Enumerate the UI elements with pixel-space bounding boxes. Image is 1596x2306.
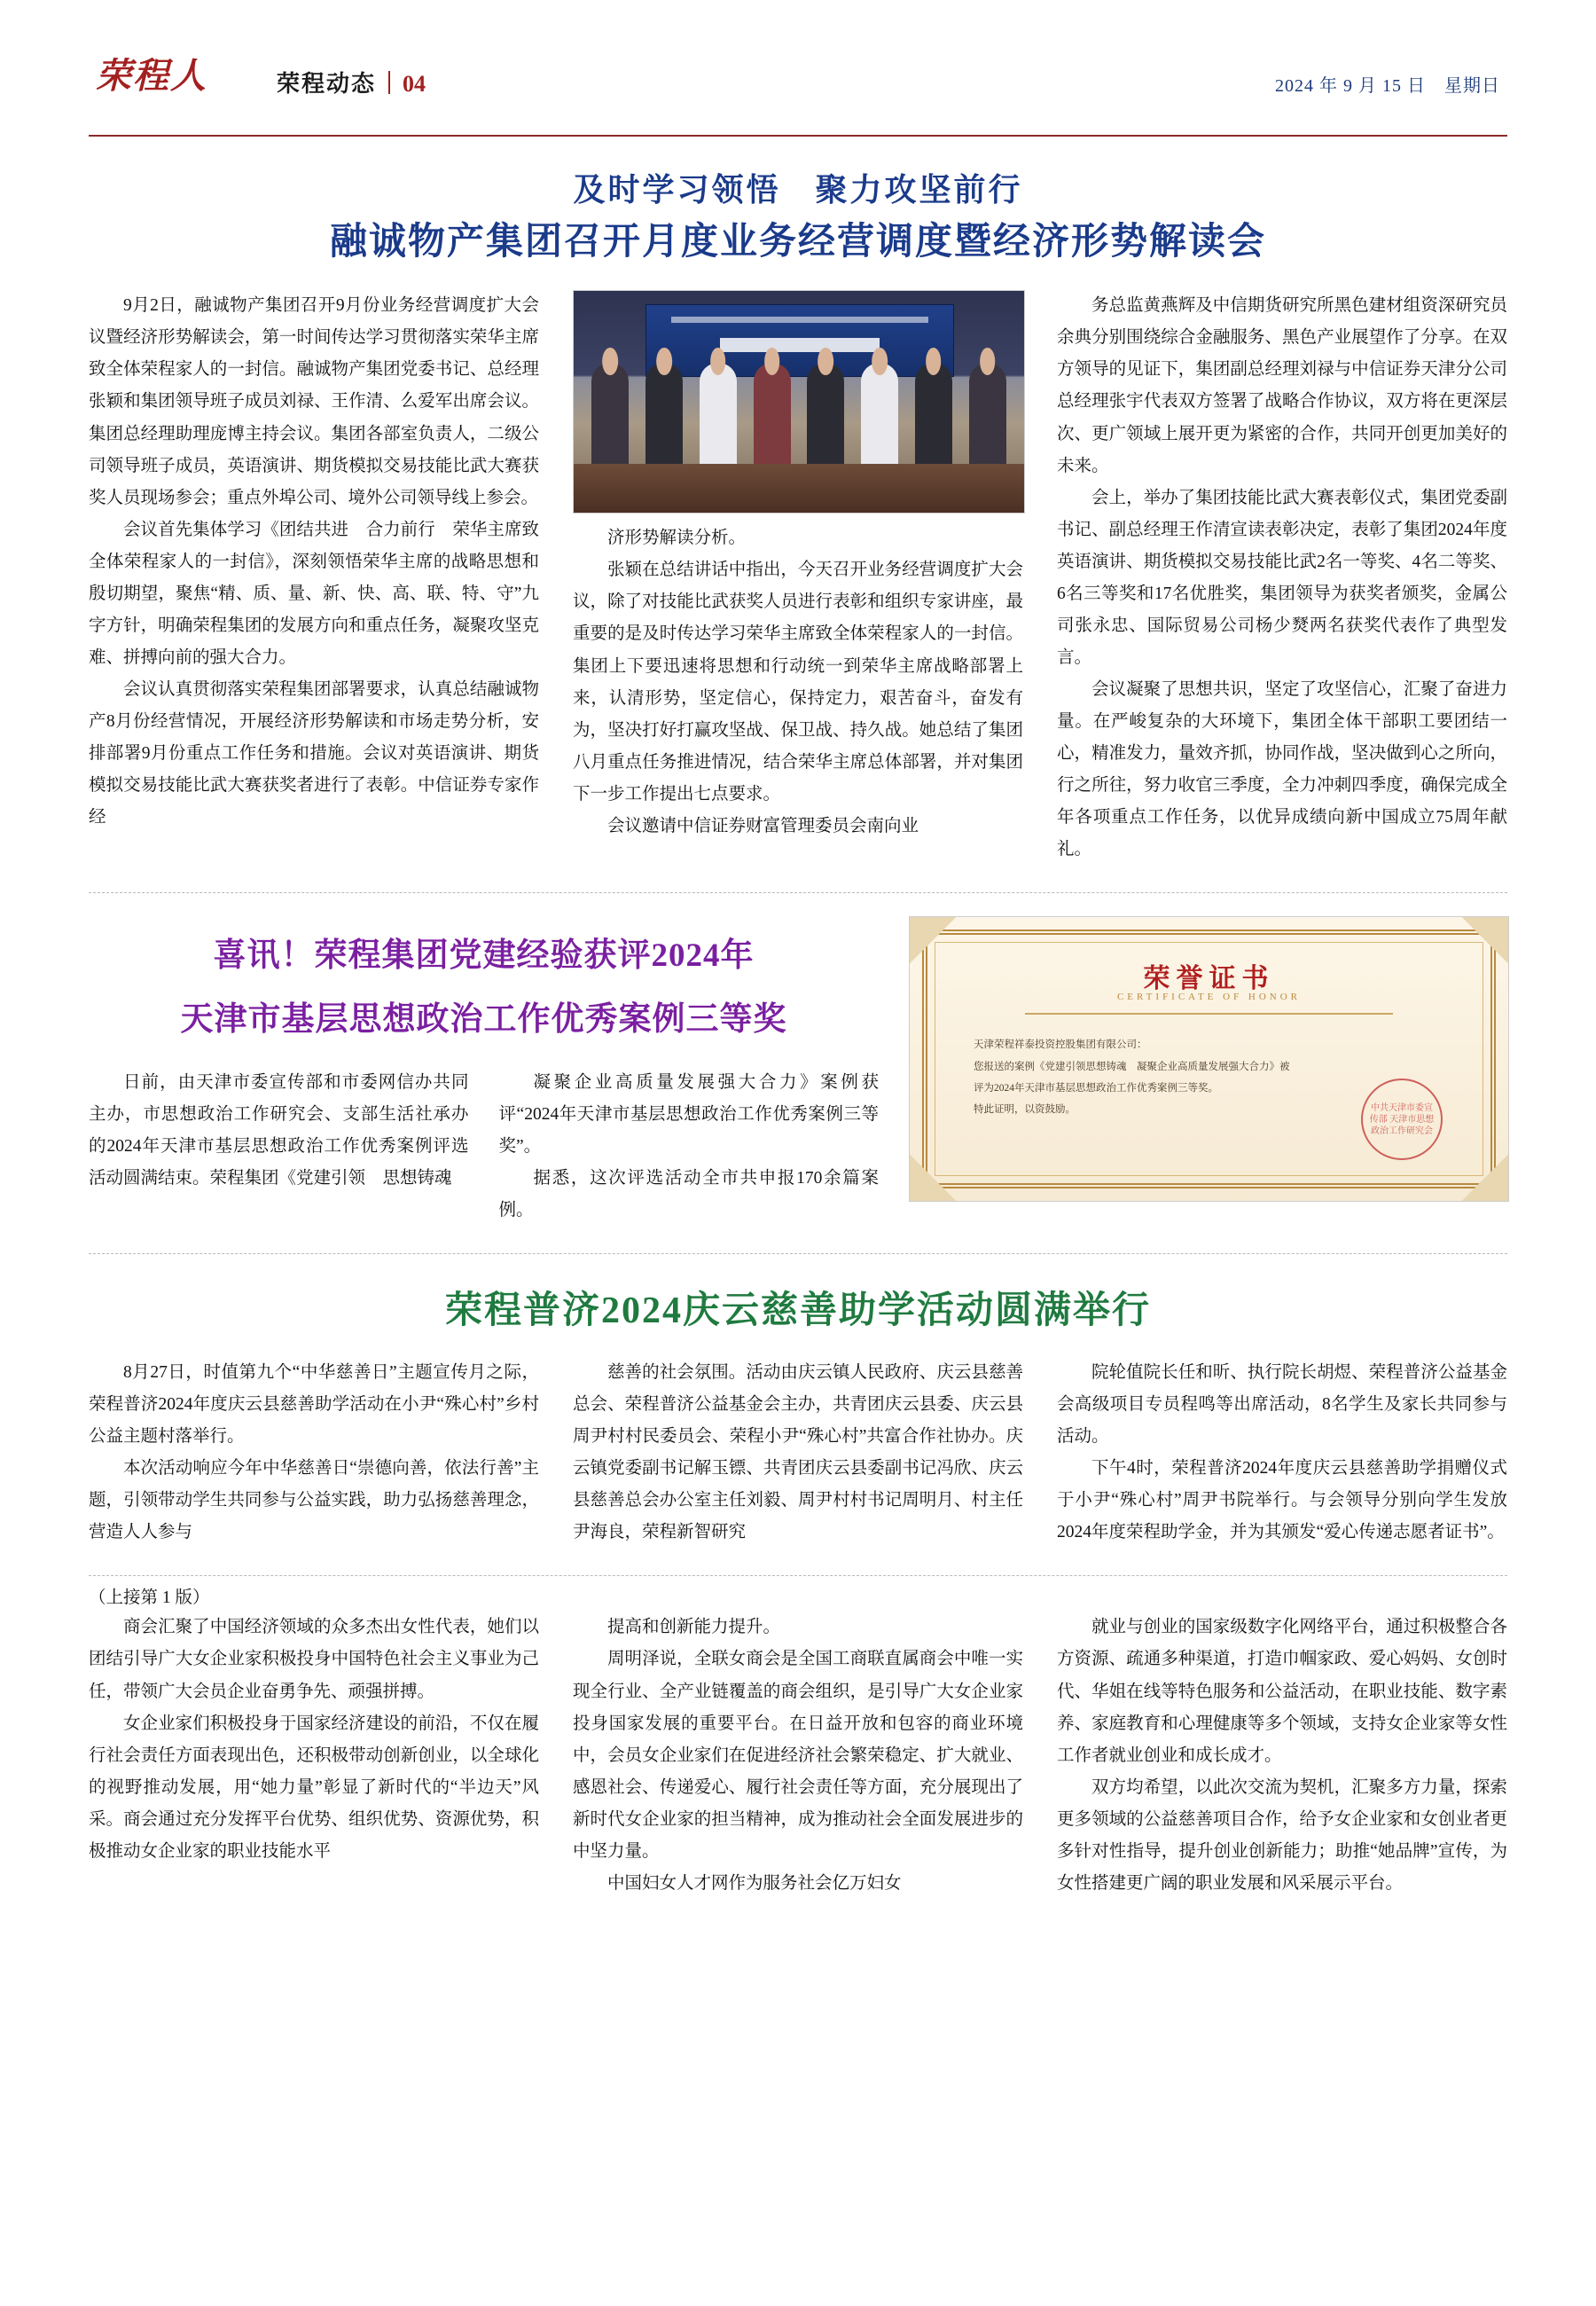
certificate-body-line: 特此证明，以资鼓励。 (974, 1103, 1076, 1115)
paragraph: 本次活动响应今年中华慈善日“崇德向善，依法行善”主题，引领带动学生共同参与公益实践，助力弘扬慈善理念，营造人人参与 (89, 1459, 539, 1542)
paragraph: 商会汇聚了中国经济领域的众多杰出女性代表，她们以团结引导广大女企业家积极投身中国特色社会主义事业为己任，带领广大会员企业奋勇争先、顽强拼搏。 (89, 1618, 539, 1701)
paragraph: 双方均希望，以此次交流为契机，汇聚多方力量，探索更多领域的公益慈善项目合作，给予女企业家和女创业者更多针对性指导，提升创业创新能力；助推“她品牌”宣传，为女性搭建更广阔的职业发展和风采展示平台。 (1057, 1777, 1507, 1893)
person (700, 363, 737, 469)
person (807, 363, 844, 469)
photo-stage-floor (574, 464, 1024, 513)
publication-logo (96, 56, 207, 96)
section-name: 荣程动态 (277, 71, 377, 97)
paragraph: 务总监黄燕辉及中信期货研究所黑色建材组资深研究员余典分别围绕综合金融服务、黑色产业展望作了分享。在双方领导的见证下，集团副总经理刘禄与中信证券天津分公司总经理张宇代表双方签署了战略合作协议，双方将在更深层次、更广领域上展开更为紧密的合作，共同开创更加美好的未来。 (1057, 296, 1507, 475)
paragraph: 日前，由天津市委宣传部和市委网信办共同主办，市思想政治工作研究会、支部生活社承办的2024年天津市基层思想政治工作优秀案例评选活动圆满结束。荣程集团《党建引领 思想铸魂 (89, 1072, 469, 1188)
paragraph: 提高和创新能力提升。 (607, 1618, 781, 1637)
section-divider-rule-1 (89, 892, 1507, 893)
article-4-columns (89, 1612, 1507, 1900)
paragraph: 济形势解读分析。 (607, 529, 747, 548)
article-4-column-1 (89, 1612, 539, 1900)
paragraph: 会上，举办了集团技能比武大赛表彰仪式，集团党委副书记、副总经理王作清宣读表彰决定，表彰了集团2024年度英语演讲、期货模拟交易技能比武2名一等奖、4名二等奖、6名三等奖和17名优胜奖，集团领导为获奖者颁奖，金属公司张永忠、国际贸易公司杨少燹两名获奖代表作了典型发言。 (1057, 488, 1507, 667)
paragraph: 就业与创业的国家级数字化网络平台，通过积极整合各方资源、疏通多种渠道，打造巾帼家政、爱心妈妈、女创时代、华姐在线等特色服务和公益活动，在职业技能、数字素养、家庭教育和心理健康等多个领域，支持女企业家等女性工作者就业创业和成长成才。 (1057, 1618, 1507, 1765)
article-1-column-3 (1057, 290, 1507, 866)
article-2 (89, 916, 1507, 1227)
article-4-continuation-note: （上接第 1 版） (89, 1588, 210, 1608)
paragraph: 院轮值院长任和昕、执行院长胡煜、荣程普济公益基金会高级项目专员程鸣等出席活动，8名学生及家长共同参与活动。 (1057, 1363, 1507, 1447)
paragraph: 慈善的社会氛围。活动由庆云镇人民政府、庆云县慈善总会、荣程普济公益基金会主办，共青团庆云县委、庆云县周尹村村民委员会、荣程小尹“殊心村”共富合作社协办。庆云镇党委副书记解玉镖、共青团庆云县委副书记冯欣、庆云县慈善总会办公室主任刘毅、周尹村村书记周明月、村主任尹海良，荣程新智研究 (573, 1363, 1023, 1542)
article-2-column-2 (499, 1067, 880, 1227)
article-1-column-1 (89, 290, 539, 866)
paragraph: 会议凝聚了思想共识，坚定了攻坚信心，汇聚了奋进力量。在严峻复杂的大环境下，集团全体干部职工要团结一心，精准发力，量效齐抓，协同作战，坚决做到心之所向，行之所往，努力收官三季度，全力冲刺四季度，确保完成全年各项重点工作任务，以优异成绩向新中国成立75周年献礼。 (1057, 680, 1507, 859)
person (861, 363, 898, 469)
paragraph: 9月2日，融诚物产集团召开9月份业务经营调度扩大会议暨经济形势解读会，第一时间传达学习贯彻落实荣华主席致全体荣程家人的一封信。融诚物产集团党委书记、总经理张颖和集团领导班子成员刘禄、王作清、么爱军出席会议。集团总经理助理庞博主持会议。集团各部室负责人，二级公司领导班子成员，英语演讲、期货模拟交易技能比武大赛获奖人员现场参会；重点外埠公司、境外公司领导线上参会。 (89, 296, 539, 507)
certificate-title: 荣誉证书 (1143, 964, 1275, 994)
person (915, 363, 952, 469)
page-number: 04 (403, 71, 426, 97)
paragraph: 周明泽说，全联女商会是全国工商联直属商会中唯一实现全行业、全产业链覆盖的商会组织，是引导广大女企业家投身国家发展的重要平台。在日益开放和包容的商业环境中，会员女企业家们在促进经济社会繁荣稳定、扩大就业、感恩社会、传递爱心、履行社会责任等方面，充分展现出了新时代女企业家的担当精神，成为推动社会全面发展进步的中坚力量。 (573, 1650, 1023, 1861)
article-2-text-side (89, 916, 879, 1227)
paragraph: 凝聚企业高质量发展强大合力》案例获评“2024年天津市基层思想政治工作优秀案例三等奖”。 (498, 1072, 879, 1156)
article-3-column-1 (89, 1357, 539, 1549)
article-2-headline-line-2: 天津市基层思想政治工作优秀案例三等奖 (180, 1001, 787, 1039)
paragraph: 女企业家们积极投身于国家经济建设的前沿，不仅在履行社会责任方面表现出色，还积极带动创新创业，以全球化的视野推动发展，用“她力量”彰显了新时代的“半边天”风采。商会通过充分发挥平台优势、组织优势、资源优势，积极推动女企业家的职业技能水平 (89, 1714, 539, 1861)
article-2-columns (89, 1067, 879, 1227)
certificate-subtitle: CERTIFICATE OF HONOR (1116, 992, 1302, 1003)
screen-banner-line (671, 317, 928, 323)
article-1-shoulder-headline: 及时学习领悟 聚力攻坚前行 (573, 172, 1023, 208)
article-3 (89, 1281, 1507, 1549)
article-4 (89, 1583, 1507, 1900)
article-1-column-2 (573, 290, 1023, 866)
photo-group-people (591, 353, 1005, 468)
paragraph: 张颖在总结讲话中指出，今天召开业务经营调度扩大会议，除了对技能比武获奖人员进行表彰和组织专家讲座，最重要的是及时传达学习荣华主席致全体荣程家人的一封信。集团上下要迅速将思想和行动统一到荣华主席战略部署上来，认清形势，坚定信心，保持定力，艰苦奋斗，奋发有为，坚决打好打赢攻坚战、保卫战、持久战。她总结了集团八月重点任务推进情况，结合荣华主席总体部署，并对集团下一步工作提出七点要求。 (573, 561, 1023, 804)
certificate-body-line: 天津荣程祥泰投资控股集团有限公司： (974, 1039, 1147, 1051)
section-tag (277, 66, 426, 98)
certificate-seal-icon: 中共天津市委宣传部 天津市思想政治工作研究会 (1361, 1078, 1443, 1160)
publication-date: 2024 年 9 月 15 日 星期日 (1275, 76, 1500, 96)
paragraph: 下午4时，荣程普济2024年度庆云县慈善助学捐赠仪式于小尹“殊心村”周尹书院举行。与会领导分别向学生发放2024年度荣程助学金，并为其颁发“爱心传递志愿者证书”。 (1057, 1459, 1507, 1542)
article-3-column-2 (573, 1357, 1023, 1549)
certificate-rule (1025, 1013, 1393, 1015)
certificate-body-line: 您报送的案例《党建引领思想铸魂 凝聚企业高质量发展强大合力》被 (974, 1061, 1290, 1072)
article-3-column-3 (1057, 1357, 1507, 1549)
paragraph: 会议认真贯彻落实荣程集团部署要求，认真总结融诚物产8月份经营情况，开展经济形势解读和市场走势分析，安排部署9月份重点工作任务和措施。会议对英语演讲、期货模拟交易技能比武大赛获奖者进行了表彰。中信证券专家作经 (89, 680, 539, 827)
section-divider-icon (388, 71, 390, 94)
article-1-headline-block (89, 137, 1507, 283)
article-4-column-2 (573, 1612, 1023, 1900)
article-3-columns (89, 1357, 1507, 1549)
article-1-photo (573, 290, 1025, 514)
article-1-columns (89, 290, 1507, 866)
paragraph: 会议首先集体学习《团结共进 合力前行 荣华主席致全体荣程家人的一封信》，深刻领悟荣华主席的战略思想和殷切期望，聚焦“精、质、量、新、快、高、联、特、守”九字方针，明确荣程集团的发展方向和重点任务，凝聚攻坚克难、拼搏向前的强大合力。 (89, 520, 539, 667)
person (969, 363, 1006, 469)
article-2-image-side (909, 916, 1507, 1227)
certificate-body-line: 评为2024年天津市基层思想政治工作优秀案例三等奖。 (974, 1082, 1218, 1094)
masthead (89, 53, 1507, 137)
certificate-image (909, 916, 1509, 1202)
logo-text: 荣程人 (96, 56, 207, 96)
paragraph: 据悉，这次评选活动全市共申报170余篇案例。 (498, 1168, 879, 1220)
person (591, 363, 629, 469)
article-3-headline: 荣程普济2024庆云慈善助学活动圆满举行 (444, 1290, 1151, 1331)
screen-title-line (720, 338, 880, 352)
section-divider-rule-3 (89, 1575, 1507, 1576)
article-1 (89, 137, 1507, 866)
person (645, 363, 683, 469)
article-2-column-1 (89, 1067, 469, 1227)
article-2-headline-line-1: 喜讯！荣程集团党建经验获评2024年 (213, 937, 755, 975)
paragraph: 8月27日，时值第九个“中华慈善日”主题宣传月之际，荣程普济2024年度庆云县慈善助学活动在小尹“殊心村”乡村公益主题村落举行。 (89, 1363, 539, 1447)
paragraph: 会议邀请中信证券财富管理委员会南向业 (607, 816, 919, 835)
paragraph: 中国妇女人才网作为服务社会亿万妇女 (607, 1873, 902, 1893)
article-1-headline: 融诚物产集团召开月度业务经营调度暨经济形势解读会 (329, 221, 1266, 263)
person (754, 363, 791, 469)
section-divider-rule-2 (89, 1253, 1507, 1254)
article-4-column-3 (1057, 1612, 1507, 1900)
